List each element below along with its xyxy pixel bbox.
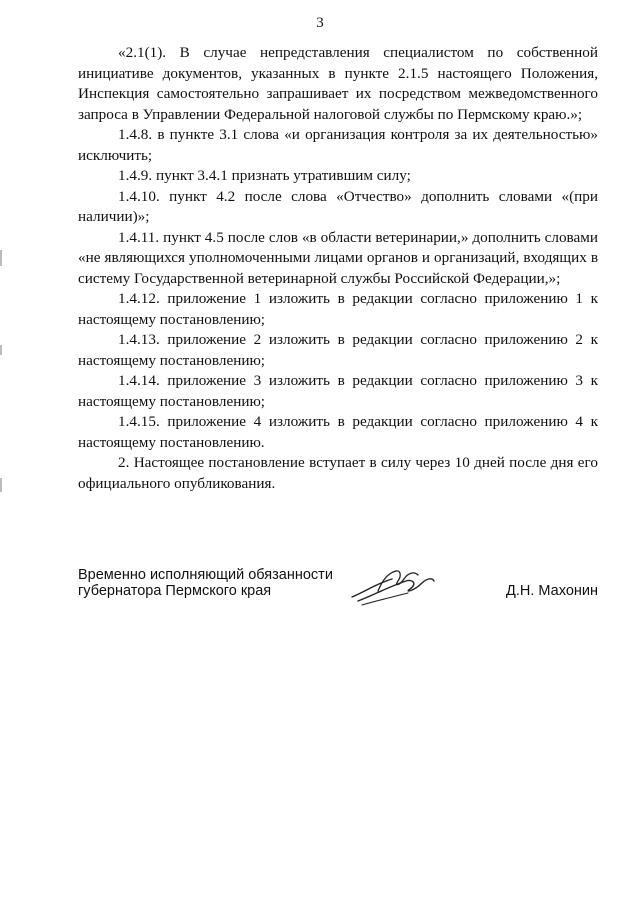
signatory-title-line: Временно исполняющий обязанности: [78, 567, 333, 583]
paragraph: 1.4.15. приложение 4 изложить в редакции согласно приложению 4 к настоящему постановлению.: [78, 413, 598, 451]
paragraph: 1.4.8. в пункте 3.1 слова «и организация контроля за их деятельностью» исключить;: [78, 126, 598, 164]
scan-edge-mark: [0, 345, 2, 355]
signatory-title-line: губернатора Пермского края: [78, 583, 272, 599]
signatory-title: [78, 567, 333, 599]
paragraph: 2. Настоящее постановление вступает в силу через 10 дней после дня его официального опубликования.: [78, 454, 598, 492]
page-number: 3: [316, 15, 324, 31]
paragraph: «2.1(1). В случае непредставления специалистом по собственной инициативе документов, указанных в пункте 2.1.5 настоящего Положения, Инспекция самостоятельно запрашивает их посредством межведомственного запроса в Управлении Федеральной налоговой службы по Пермскому краю.»;: [78, 44, 598, 123]
paragraph: 1.4.13. приложение 2 изложить в редакции согласно приложению 2 к настоящему постановлению;: [78, 331, 598, 369]
document-body: [78, 43, 598, 494]
scan-edge-mark: [0, 478, 2, 492]
handwritten-signature: [348, 561, 438, 609]
paragraph: 1.4.11. пункт 4.5 после слов «в области ветеринарии,» дополнить словами «не являющихся уполномоченными лицами органов и организаций, входящих в систему Государственной ветеринарной службы Российской Федерации,»;: [78, 228, 598, 287]
paragraph: 1.4.12. приложение 1 изложить в редакции согласно приложению 1 к настоящему постановлению;: [78, 290, 598, 328]
paragraph: 1.4.10. пункт 4.2 после слова «Отчество» дополнить словами «(при наличии)»;: [78, 187, 598, 225]
scan-edge-mark: [0, 250, 2, 266]
signatory-name: Д.Н. Махонин: [506, 583, 598, 599]
signature-block: [78, 567, 598, 627]
paragraph: 1.4.14. приложение 3 изложить в редакции согласно приложению 3 к настоящему постановлению;: [78, 372, 598, 410]
paragraph: 1.4.9. пункт 3.4.1 признать утратившим силу;: [118, 167, 411, 184]
